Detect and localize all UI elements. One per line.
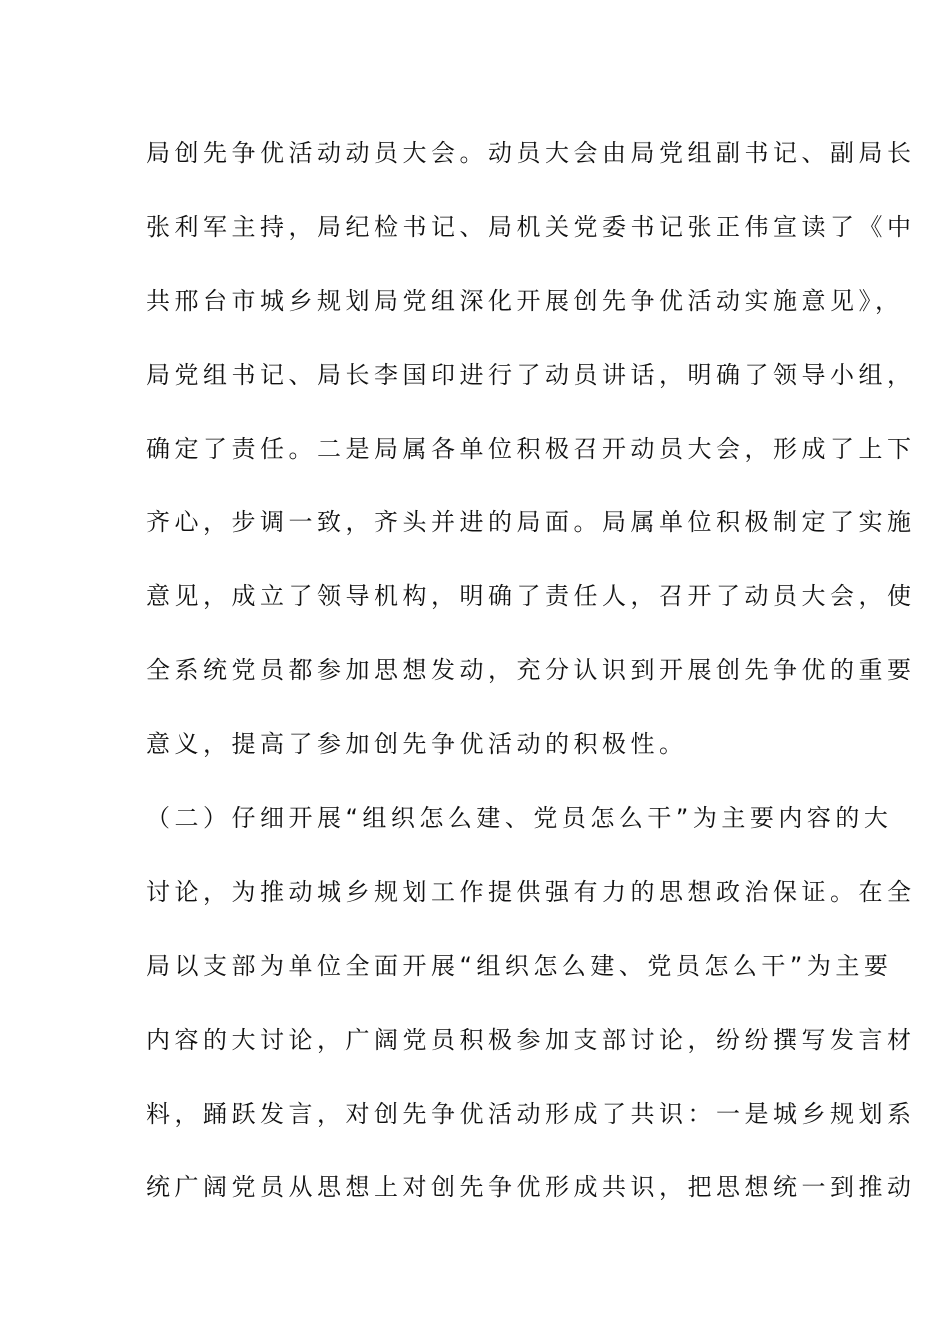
text-line: 张利军主持，局纪检书记、局机关党委书记张正伟宣读了《中 (146, 212, 916, 241)
text-line: 全系统党员都参加思想发动，充分认识到开展创先争优的重要 (146, 656, 916, 685)
text-line: 统广阔党员从思想上对创先争优形成共识，把思想统一到推动 (146, 1173, 916, 1202)
text-line: 局党组书记、局长李国印进行了动员讲话，明确了领导小组， (146, 360, 916, 389)
text-line: 齐心，步调一致，齐头并进的局面。局属单位积极制定了实施 (146, 508, 916, 537)
body-text (146, 127, 916, 1235)
text-line: 料，踊跃发言，对创先争优活动形成了共识：一是城乡规划系 (146, 1099, 916, 1128)
text-line: 确定了责任。二是局属各单位积极召开动员大会，形成了上下 (146, 434, 916, 463)
text-line: 讨论，为推动城乡规划工作提供强有力的思想政治保证。在全 (146, 877, 916, 906)
text-line: 内容的大讨论，广阔党员积极参加支部讨论，纷纷撰写发言材 (146, 1025, 916, 1054)
text-line: 意义，提高了参加创先争优活动的积极性。 (146, 730, 688, 759)
text-line: 共邢台市城乡规划局党组深化开展创先争优活动实施意见》， (146, 286, 904, 315)
text-line: （二）仔细开展“组织怎么建、党员怎么干”为主要内容的大 (146, 804, 893, 833)
text-line: 意见，成立了领导机构，明确了责任人，召开了动员大会，使 (146, 582, 916, 611)
text-line: 局创先争优活动动员大会。动员大会由局党组副书记、副局长 (146, 139, 916, 167)
text-line: 局以支部为单位全面开展“组织怎么建、党员怎么干”为主要 (146, 951, 893, 980)
